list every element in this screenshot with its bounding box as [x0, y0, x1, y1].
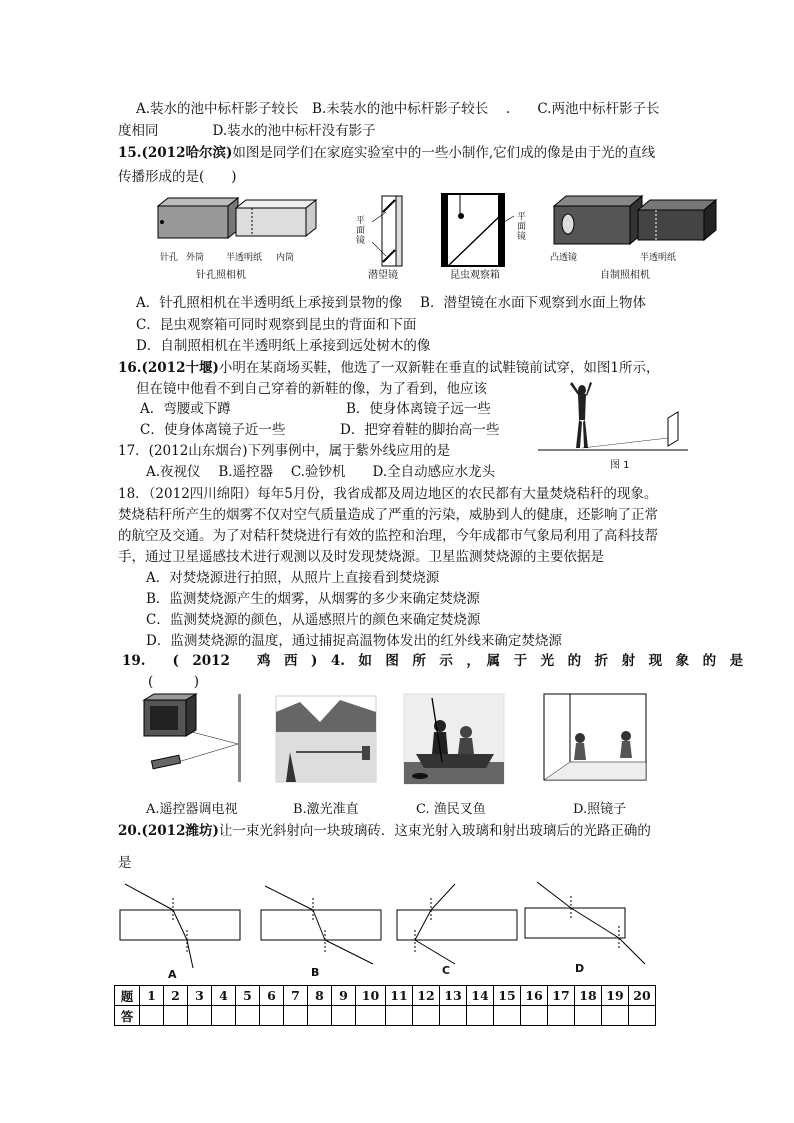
q20-label-b: B: [311, 966, 320, 979]
answer-cell[interactable]: [284, 1006, 308, 1026]
q15-stem-line1: [118, 144, 655, 162]
glass-option-a: [120, 884, 240, 968]
pinhole-label-2: 外筒: [186, 253, 205, 263]
q19-caption-c: C. 渔民叉鱼: [416, 802, 486, 817]
answer-number-17: 17: [548, 986, 575, 1006]
q18-option-a: A．对焚烧源进行拍照，从照片上直接看到焚烧源: [146, 570, 440, 586]
q19-stem-line1: 19. ( 2012 鸡 西 ) 4. 如 图 所 示 ， 属 于 光 的 折 射 现 象 的 是: [122, 653, 744, 669]
q16-option-b: B．使身体离镜子远一些: [346, 401, 491, 417]
q20-stem-line2: 是: [118, 855, 132, 871]
q18-stem-line3: 的航空及交通。为了对秸秆焚烧进行有效的监控和治理，今年成都市气象局利用了高科技帮: [118, 528, 658, 544]
answer-number-1: 1: [140, 986, 164, 1006]
answer-number-16: 16: [521, 986, 548, 1006]
answer-number-15: 15: [494, 986, 521, 1006]
q16-number: 16.: [118, 360, 142, 376]
answer-cell[interactable]: [212, 1006, 236, 1026]
q16-source: (2012十堰): [141, 360, 219, 376]
answer-number-2: 2: [164, 986, 188, 1006]
answer-cell[interactable]: [413, 1006, 440, 1026]
q20-stem-line1: [118, 822, 651, 840]
answer-cell[interactable]: [188, 1006, 212, 1026]
q20-label-c: C: [442, 964, 451, 977]
q17-stem: 17．(2012山东烟台)下列事例中，属于紫外线应用的是: [118, 443, 451, 459]
q16-text: 小明在某商场买鞋，他选了一双新鞋在垂直的试鞋镜前试穿，如图1所示，: [218, 360, 660, 376]
answer-table-header-label: 题: [115, 986, 140, 1006]
pinhole-camera-figure: [158, 198, 316, 238]
answer-cell[interactable]: [602, 1006, 629, 1026]
insect-title: 昆虫观察箱: [450, 270, 500, 281]
answer-number-9: 9: [332, 986, 356, 1006]
q15-option-d: D．自制照相机在半透明纸上承接到远处树木的像: [136, 338, 431, 354]
answer-number-3: 3: [188, 986, 212, 1006]
answer-number-8: 8: [308, 986, 332, 1006]
answer-cell[interactable]: [521, 1006, 548, 1026]
answer-number-6: 6: [260, 986, 284, 1006]
periscope-mirror-label: 平 面 镜: [356, 216, 366, 246]
answer-table-answer-label: 答: [115, 1006, 140, 1026]
q19-caption-a: A.遥控器调电视: [146, 802, 238, 817]
camera-title: 自制照相机: [600, 270, 650, 281]
pinhole-label-4: 内筒: [276, 253, 295, 263]
q15-option-ab: A．针孔照相机在半透明纸上承接到景物的像 B．潜望镜在水面下观察到水面上物体: [136, 295, 646, 311]
q20-label-a: A: [168, 968, 177, 981]
answer-number-4: 4: [212, 986, 236, 1006]
q19-caption-b: B.激光准直: [293, 802, 359, 817]
answer-number-19: 19: [602, 986, 629, 1006]
answer-number-12: 12: [413, 986, 440, 1006]
q19-figures: [140, 692, 680, 788]
answer-cell[interactable]: [260, 1006, 284, 1026]
remote-tv-picture: [144, 694, 241, 782]
insect-box-figure: [442, 194, 514, 266]
pinhole-label-1: 针孔: [160, 253, 179, 263]
camera-lens-label: 凸透镜: [550, 253, 578, 263]
q18-option-d: D．监测焚烧源的温度，通过捕捉高温物体发出的红外线来确定焚烧源: [146, 633, 562, 649]
q18-option-c: C．监测焚烧源的颜色，从遥感照片的颜色来确定焚烧源: [146, 612, 481, 628]
answer-cell[interactable]: [164, 1006, 188, 1026]
pinhole-label-3: 半透明纸: [226, 253, 263, 263]
answer-number-18: 18: [575, 986, 602, 1006]
q15-source: (2012哈尔滨): [141, 145, 233, 161]
answer-cell[interactable]: [629, 1006, 656, 1026]
answer-table: [114, 985, 656, 1026]
periscope-title: 潜望镜: [368, 270, 398, 281]
answer-cell[interactable]: [440, 1006, 467, 1026]
q19-caption-d: D.照镜子: [573, 802, 627, 817]
answer-cell[interactable]: [467, 1006, 494, 1026]
answer-cell[interactable]: [308, 1006, 332, 1026]
q14-line2: 度相同 D.装水的池中标杆没有影子: [118, 123, 376, 139]
answer-table-answer-row: [115, 1006, 656, 1026]
fishermen-picture: [404, 694, 504, 784]
answer-number-5: 5: [236, 986, 260, 1006]
q16-stem-line2: 但在镜中他看不到自己穿着的新鞋的像，为了看到，他应该: [136, 381, 487, 397]
answer-number-11: 11: [386, 986, 413, 1006]
answer-cell[interactable]: [236, 1006, 260, 1026]
answer-cell[interactable]: [356, 1006, 386, 1026]
q18-stem-line1: 18．（2012四川绵阳）每年5月份，我省成都及周边地区的农民都有大量焚烧秸秆的现象。: [118, 486, 658, 502]
laser-picture: [276, 696, 376, 782]
q16-option-d: D．把穿着鞋的脚抬高一些: [340, 422, 500, 438]
answer-number-14: 14: [467, 986, 494, 1006]
answer-table-header-row: [115, 986, 656, 1006]
answer-cell[interactable]: [332, 1006, 356, 1026]
answer-number-13: 13: [440, 986, 467, 1006]
q17-options: A.夜视仪 B.遥控器 C.验钞机 D.全自动感应水龙头: [146, 464, 496, 480]
answer-cell[interactable]: [548, 1006, 575, 1026]
q20-figures: [115, 878, 655, 974]
answer-cell[interactable]: [494, 1006, 521, 1026]
q20-source: (2012潍坊): [141, 823, 219, 839]
answer-number-20: 20: [629, 986, 656, 1006]
q16-option-c: C．使身体离镜子近一些: [140, 422, 286, 438]
answer-cell[interactable]: [575, 1006, 602, 1026]
q18-stem-line2: 焚烧秸秆所产生的烟雾不仅对空气质量造成了严重的污染，威胁到人的健康，还影响了正常: [118, 507, 658, 523]
answer-cell[interactable]: [386, 1006, 413, 1026]
mirror-picture: [544, 694, 646, 780]
answer-number-10: 10: [356, 986, 386, 1006]
insect-mirror-label: 平 面 镜: [517, 212, 527, 242]
glass-option-c: [397, 884, 517, 964]
q15-text: 如图是同学们在家庭实验室中的一些小制作,它们成的像是由于光的直线: [232, 145, 656, 161]
q16-option-a: A．弯腰或下蹲: [140, 401, 231, 417]
answer-cell[interactable]: [140, 1006, 164, 1026]
q15-number: 15.: [118, 145, 142, 161]
q20-label-d: D: [575, 962, 585, 975]
q15-stem-line2: 传播形成的是( ): [118, 169, 237, 185]
q18-stem-line4: 手，通过卫星遥感技术进行观测以及时发现焚烧源。卫星监测焚烧源的主要依据是: [118, 549, 604, 565]
q14-line1: A.装水的池中标杆影子较长 B.未装水的池中标杆影子较长 . C.两池中标杆影子长: [136, 101, 660, 117]
q20-number: 20.: [118, 823, 142, 839]
answer-number-7: 7: [284, 986, 308, 1006]
periscope-figure: [372, 196, 402, 266]
q19-stem-line2: ( ): [148, 674, 200, 690]
camera-paper-label: 半透明纸: [640, 253, 677, 263]
q18-option-b: B．监测焚烧源产生的烟雾，从烟雾的多少来确定焚烧源: [146, 591, 480, 607]
q15-option-c: C．昆虫观察箱可同时观察到昆虫的背面和下面: [136, 317, 417, 333]
homemade-camera-figure: [554, 196, 716, 244]
glass-option-d: [525, 882, 645, 964]
pinhole-title: 针孔照相机: [196, 270, 246, 281]
q20-text: 让一束光斜射向一块玻璃砖．这束光射入玻璃和射出玻璃后的光路正确的: [218, 823, 651, 839]
glass-option-b: [261, 886, 381, 964]
q16-figure-label: 图 1: [610, 460, 630, 471]
q16-stem-line1: [118, 359, 659, 377]
